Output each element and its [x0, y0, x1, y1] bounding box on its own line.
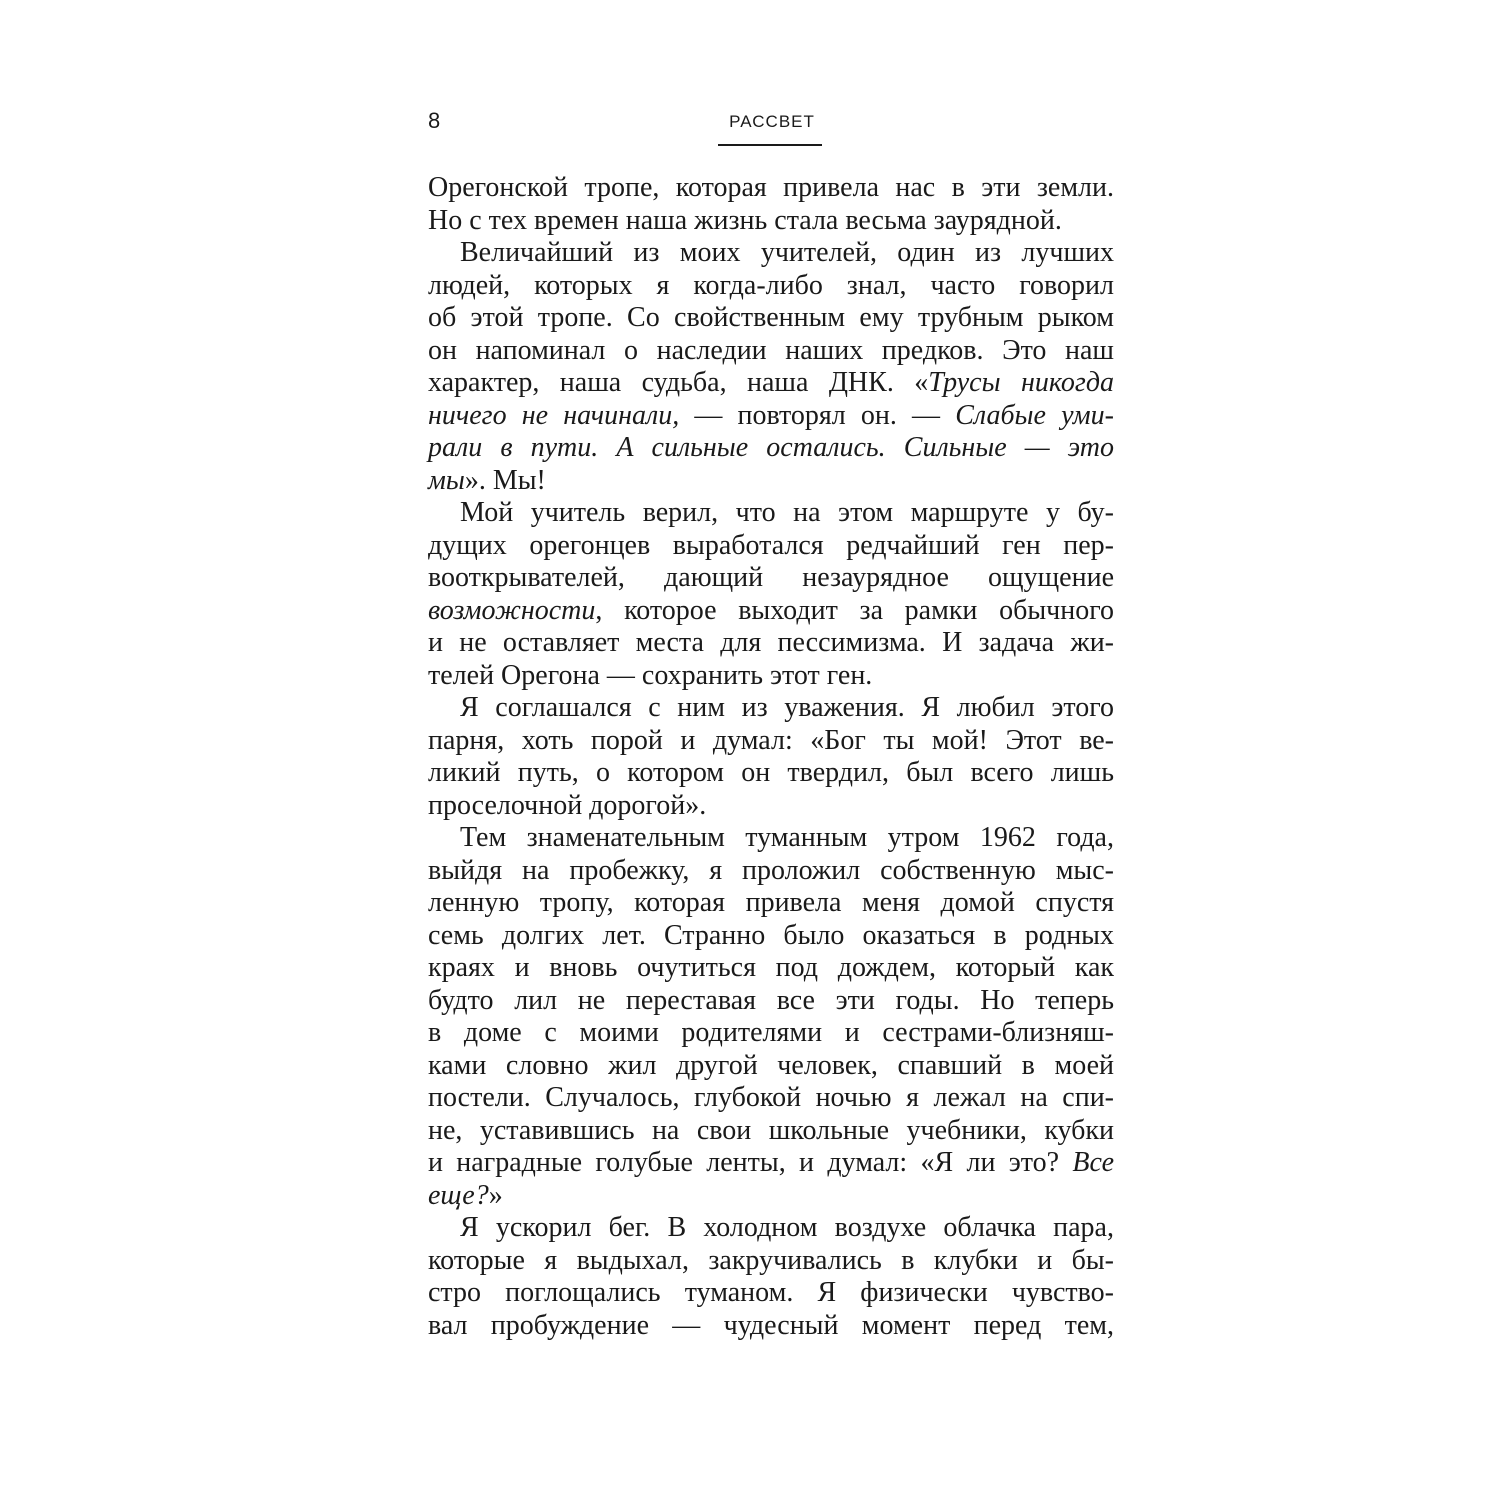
text-line: [428, 1310, 1114, 1343]
text-line: [428, 952, 1114, 985]
text-run: Мой учитель верил, что на этом маршруте у бу-: [460, 497, 1114, 528]
italic-text: Все: [1072, 1147, 1114, 1178]
italic-text: ничего не начинали,: [428, 399, 680, 431]
text-line: [428, 1245, 1114, 1278]
text-run: вал пробуждение — чудесный момент перед тем,: [428, 1309, 1114, 1341]
text-line: [428, 920, 1114, 953]
text-line: [428, 1147, 1114, 1180]
text-run: »: [488, 1179, 503, 1211]
text-run: людей, которых я когда-либо знал, часто говорил: [428, 269, 1114, 301]
text-run: Тем знаменательным туманным утром 1962 года,: [460, 822, 1114, 853]
text-run: вооткрывателей, дающий незаурядное ощущение: [428, 562, 1114, 593]
text-line: [428, 855, 1114, 888]
text-run: ликий путь, о котором он твердил, был всего лишь: [428, 757, 1114, 788]
text-run: ». Мы!: [464, 464, 546, 496]
text-line: [428, 1180, 1114, 1213]
text-line: [428, 270, 1114, 303]
text-run: не, уставившись на свои школьные учебники, кубки: [428, 1114, 1114, 1146]
text-line: [428, 335, 1114, 368]
text-run: ленную тропу, которая привела меня домой спустя: [428, 887, 1114, 918]
text-run: он напоминал о наследии наших предков. Это наш: [428, 334, 1114, 366]
text-line: [428, 822, 1114, 855]
text-line: [428, 985, 1114, 1018]
text-run: телей Орегона — сохранить этот ген.: [428, 659, 873, 691]
text-line: [428, 237, 1114, 270]
text-line: [428, 1082, 1114, 1115]
text-run: Я соглашался с ним из уважения. Я любил этого: [460, 692, 1114, 723]
italic-text: возможности: [428, 594, 596, 626]
text-line: [428, 1115, 1114, 1148]
text-line: [428, 1212, 1114, 1245]
text-run: постели. Случалось, глубокой ночью я лежал на спи-: [428, 1082, 1114, 1113]
page-number: 8: [428, 108, 441, 133]
text-line: [428, 367, 1114, 400]
text-run: парня, хоть порой и думал: «Бог ты мой! Этот ве-: [428, 724, 1114, 756]
text-line: [428, 465, 1114, 498]
body-text: [428, 172, 1114, 1342]
text-run: стро поглощались туманом. Я физически чувство-: [428, 1277, 1114, 1308]
text-line: [428, 725, 1114, 758]
text-line: [428, 1017, 1114, 1050]
text-run: краях и вновь очутиться под дождем, который как: [428, 952, 1114, 983]
text-line: [428, 757, 1114, 790]
text-run: выйдя на пробежку, я проложил собственную мыс-: [428, 854, 1114, 886]
text-run: Я ускорил бег. В холодном воздухе облачка пара,: [460, 1212, 1114, 1243]
text-run: в доме с моими родителями и сестрами-близняш-: [428, 1017, 1114, 1048]
italic-text: рали в пути. А сильные остались. Сильные — это: [428, 432, 1114, 463]
text-run: семь долгих лет. Странно было оказаться в родных: [428, 919, 1114, 951]
text-run: об этой тропе. Со свойственным ему трубным рыком: [428, 302, 1114, 333]
text-run: Но с тех времен наша жизнь стала весьма заурядной.: [428, 204, 1062, 236]
text-run: ками словно жил другой человек, спавший в моей: [428, 1049, 1114, 1081]
text-line: [428, 595, 1114, 628]
italic-text: Трусы никогда: [928, 367, 1114, 398]
text-run: характер, наша судьба, наша ДНК. «: [428, 367, 929, 398]
text-line: [428, 530, 1114, 563]
text-line: [428, 692, 1114, 725]
text-run: будто лил не переставая все эти годы. Но теперь: [428, 984, 1114, 1016]
text-line: [428, 660, 1114, 693]
text-line: [428, 562, 1114, 595]
running-head: [428, 100, 1114, 146]
text-line: [428, 627, 1114, 660]
italic-text: еще?: [428, 1179, 489, 1211]
text-run: и не оставляет места для пессимизма. И задача жи-: [428, 627, 1114, 658]
text-run: Орегонской тропе, которая привела нас в эти земли.: [428, 172, 1114, 203]
text-line: [428, 1050, 1114, 1083]
text-line: [428, 400, 1114, 433]
text-run: Величайший из моих учителей, один из лучших: [460, 237, 1114, 268]
text-run: проселочной дорогой».: [428, 789, 707, 821]
text-line: [428, 1277, 1114, 1310]
italic-text: мы: [428, 464, 465, 496]
text-line: [428, 302, 1114, 335]
text-run: и наградные голубые ленты, и думал: «Я ли это?: [428, 1147, 1073, 1178]
book-page: [428, 100, 1114, 1342]
text-line: [428, 497, 1114, 530]
text-run: дущих орегонцев выработался редчайший ген пер-: [428, 529, 1114, 561]
chapter-title: РАССВЕТ: [729, 112, 815, 131]
header-rule: [718, 144, 822, 146]
text-line: [428, 432, 1114, 465]
italic-text: Слабые уми-: [955, 399, 1114, 431]
text-run: , которое выходит за рамки обычного: [595, 594, 1114, 626]
text-line: [428, 790, 1114, 823]
text-run: которые я выдыхал, закручивались в клубки и бы-: [428, 1244, 1114, 1276]
text-line: [428, 205, 1114, 238]
text-line: [428, 172, 1114, 205]
text-run: — повторял он. —: [679, 399, 956, 431]
text-line: [428, 887, 1114, 920]
